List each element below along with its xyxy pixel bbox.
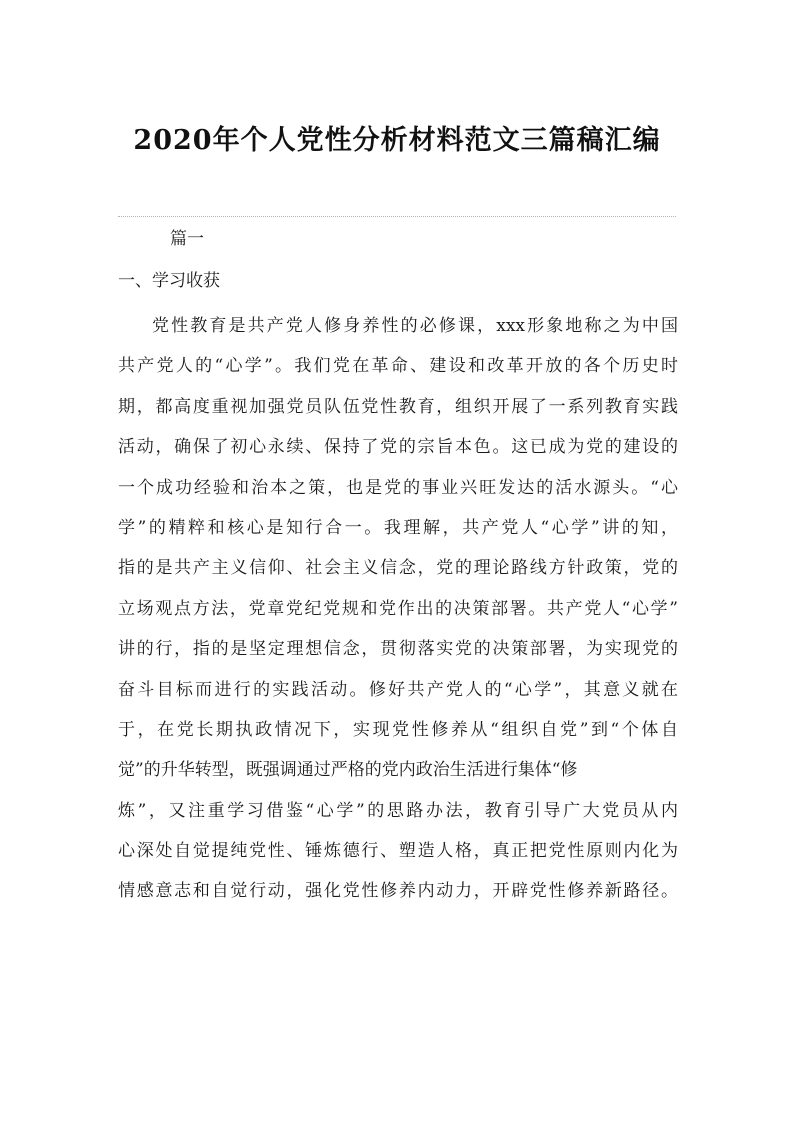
- paragraph-line: 活动，确保了初心永续、保持了党的宗旨本色。这已成为党的建设的: [118, 437, 678, 458]
- paragraph-line: 奋斗目标而进行的实践活动。修好共产党人的“心学”，其意义就在: [118, 679, 678, 700]
- title-divider: [118, 216, 676, 217]
- paragraph-line: 一个成功经验和治本之策，也是党的事业兴旺发达的活水源头。“心: [118, 477, 678, 498]
- paragraph-line: 觉”的升华转型，既强调通过严格的党内政治生活进行集体“修: [118, 760, 578, 781]
- section-name: 篇一: [170, 229, 204, 249]
- document-title: 2020年个人党性分析材料范文三篇稿汇编: [133, 125, 661, 156]
- paragraph-line: 学”的精粹和核心是知行合一。我理解，共产党人“心学”讲的知，: [118, 517, 678, 538]
- paragraph-line: 共产党人的“心学”。我们党在革命、建设和改革开放的各个历史时: [118, 356, 678, 377]
- paragraph-line: 指的是共产主义信仰、社会主义信念，党的理论路线方针政策，党的: [118, 558, 678, 579]
- paragraph-line: 党性教育是共产党人修身养性的必修课，xxx形象地称之为中国: [152, 316, 678, 336]
- section-heading: 一、学习收获: [118, 271, 220, 291]
- paragraph-line: 立场观点方法，党章党纪党规和党作出的决策部署。共产党人“心学”: [118, 598, 678, 619]
- body-paragraph: [118, 306, 678, 912]
- paragraph-line: 情感意志和自觉行动，强化党性修养内动力，开辟党性修养新路径。: [118, 881, 678, 902]
- paragraph-line: 期，都高度重视加强党员队伍党性教育，组织开展了一系列教育实践: [118, 396, 678, 417]
- paragraph-line: 于，在党长期执政情况下，实现党性修养从“组织自党”到“个体自: [118, 719, 678, 740]
- paragraph-line: 讲的行，指的是坚定理想信念，贯彻落实党的决策部署，为实现党的: [118, 639, 678, 660]
- paragraph-line: 炼”，又注重学习借鉴“心学”的思路办法，教育引导广大党员从内: [118, 800, 678, 821]
- paragraph-line: 心深处自觉提纯党性、锤炼德行、塑造人格，真正把党性原则内化为: [118, 841, 678, 862]
